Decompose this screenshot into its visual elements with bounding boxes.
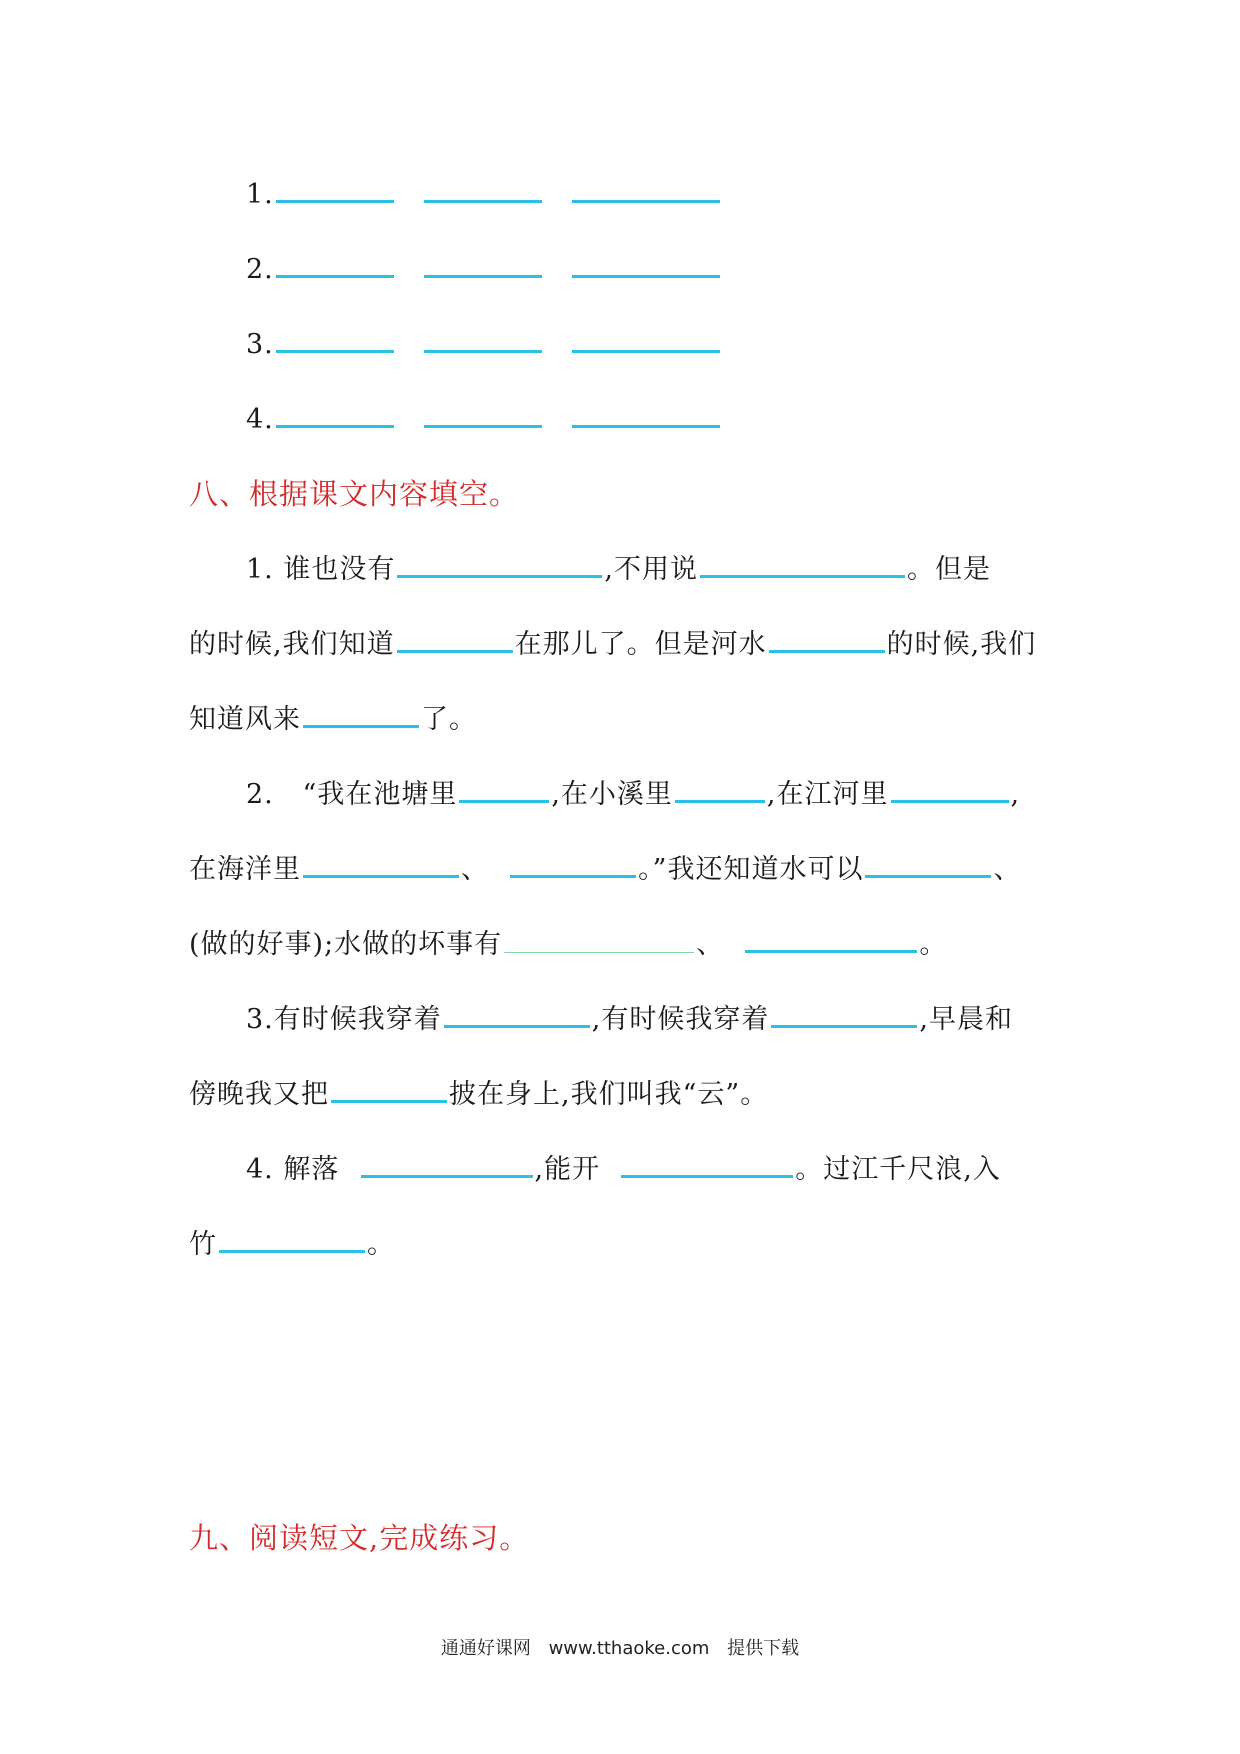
answer-blank[interactable]	[572, 401, 720, 428]
answer-blank[interactable]	[444, 1001, 590, 1028]
q3-text: ,有时候我穿着	[591, 1004, 770, 1035]
q3-text: ,早晨和	[919, 1004, 1013, 1035]
answer-blank[interactable]	[865, 851, 991, 878]
q1-line-3	[189, 700, 477, 740]
footer-note: 提供下载	[727, 1638, 800, 1659]
q1-line-1	[246, 550, 991, 590]
answer-blank[interactable]	[675, 776, 765, 803]
q4-text: 。过江千尺浪,入	[795, 1154, 1001, 1185]
answer-blank[interactable]	[700, 551, 905, 578]
q3-text: 傍晚我又把	[189, 1079, 329, 1110]
answer-blank[interactable]	[424, 251, 542, 278]
answer-blank[interactable]	[276, 176, 394, 203]
q1-text: 。但是	[906, 554, 991, 585]
row-number: 1.	[246, 179, 274, 210]
answer-blank[interactable]	[459, 776, 549, 803]
q1-text: 的时候,我们	[886, 629, 1037, 660]
answer-blank[interactable]	[276, 401, 394, 428]
q1-text: 了。	[421, 704, 477, 735]
q4-text: ,能开	[534, 1154, 601, 1185]
row-number: 4.	[246, 404, 274, 435]
q2-text: (做的好事);水做的坏事有	[189, 929, 503, 960]
answer-blank[interactable]	[331, 1076, 447, 1103]
q1-text: 的时候,我们知道	[189, 629, 395, 660]
answer-blank[interactable]	[572, 326, 720, 353]
answer-blank[interactable]	[424, 326, 542, 353]
q3-line-1	[246, 1000, 1013, 1040]
footer-site-name: 通通好课网	[440, 1638, 531, 1659]
page-footer	[0, 1634, 1240, 1660]
q2-line-2	[189, 850, 1021, 890]
answer-blank[interactable]	[424, 176, 542, 203]
row-number: 3.	[246, 329, 274, 360]
q4-text: 。	[367, 1229, 395, 1260]
q2-text: 、	[993, 854, 1022, 885]
answer-blank[interactable]	[510, 851, 636, 878]
answer-blank[interactable]	[621, 1151, 793, 1178]
answer-blank[interactable]	[504, 928, 694, 953]
top-row-1	[246, 175, 722, 215]
q2-text: ,在小溪里	[551, 779, 673, 810]
q2-text: ,在江河里	[766, 779, 889, 810]
answer-blank[interactable]	[303, 701, 419, 728]
row-number: 2.	[246, 254, 274, 285]
answer-blank[interactable]	[276, 326, 394, 353]
q2-text: 。	[919, 929, 948, 960]
answer-blank[interactable]	[891, 776, 1009, 803]
q2-text: 在海洋里	[189, 854, 301, 885]
answer-blank[interactable]	[397, 551, 602, 578]
q1-text: 在那儿了。但是河水	[514, 629, 767, 660]
answer-blank[interactable]	[361, 1151, 533, 1178]
q4-text: 竹	[189, 1229, 217, 1260]
q1-text: 谁也没有	[283, 554, 396, 585]
q1-text: ,不用说	[604, 554, 698, 585]
q2-text: 。”我还知道水可以	[638, 854, 864, 885]
q3-text: 披在身上,我们叫我“云”。	[449, 1079, 769, 1110]
q2-number: 2.	[246, 779, 274, 810]
answer-blank[interactable]	[771, 1001, 917, 1028]
answer-blank[interactable]	[572, 176, 720, 203]
answer-blank[interactable]	[572, 251, 720, 278]
q4-line-1	[246, 1150, 1001, 1190]
q3-line-2	[189, 1075, 768, 1115]
q4-line-2	[189, 1225, 395, 1265]
q3-text: 有时候我穿着	[273, 1004, 442, 1035]
q1-text: 知道风来	[189, 704, 301, 735]
q3-number: 3.	[246, 1004, 274, 1035]
answer-blank[interactable]	[745, 926, 917, 953]
top-row-4	[246, 400, 722, 440]
q1-line-2	[189, 625, 1036, 665]
q2-line-1	[246, 775, 1020, 815]
q1-number: 1.	[246, 554, 274, 585]
footer-url[interactable]: www.tthaoke.com	[548, 1638, 710, 1659]
q4-number: 4.	[246, 1154, 274, 1185]
q2-text: ,	[1010, 779, 1021, 810]
answer-blank[interactable]	[276, 251, 394, 278]
q2-text: 、	[461, 854, 489, 885]
answer-blank[interactable]	[769, 626, 885, 653]
q2-text: “我在池塘里	[302, 779, 458, 810]
top-row-3	[246, 325, 722, 365]
top-row-2	[246, 250, 722, 290]
section-8-heading: 八、根据课文内容填空。	[189, 477, 520, 511]
answer-blank[interactable]	[219, 1226, 365, 1253]
q2-line-3	[189, 925, 947, 965]
answer-blank[interactable]	[303, 851, 459, 878]
section-9-heading: 九、阅读短文,完成练习。	[189, 1521, 530, 1555]
answer-blank[interactable]	[397, 626, 513, 653]
answer-blank[interactable]	[424, 401, 542, 428]
q4-text: 解落	[283, 1154, 340, 1185]
q2-text: 、	[696, 929, 725, 960]
